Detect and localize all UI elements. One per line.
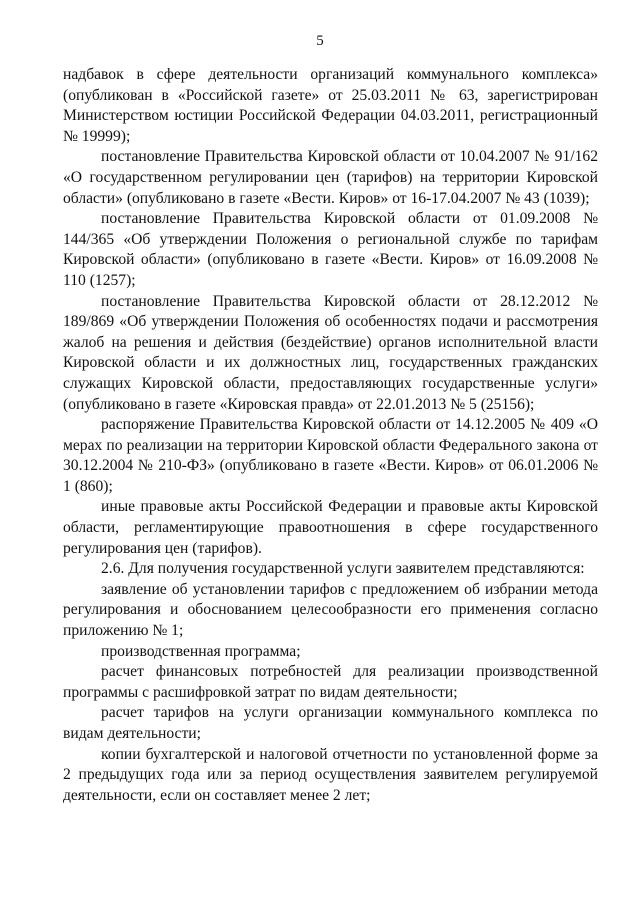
paragraph-document-item: копии бухгалтерской и налоговой отчетности по установленной форме за 2 предыдущих года или за период осуществления заявителем регулируемой деятельности, если он составляет менее 2 лет;: [63, 745, 598, 804]
paragraph-document-item: расчет финансовых потребностей для реализации производственной программы с расшифровкой затрат по видам деятельности;: [63, 663, 598, 701]
paragraph-document-item: заявление об установлении тарифов с предложением об избрании метода регулирования и обоснованием целесообразности его применения согласно приложению № 1;: [63, 580, 598, 640]
paragraph-legal-act: постановление Правительства Кировской области от 10.04.2007 № 91/162 «О государственном регулировании цен (тарифов) на территории Кировской области» (опубликовано в газете «Вести. Киров» от 16-17.04.2007 № 43 (1039);: [63, 148, 598, 207]
paragraph-legal-act: постановление Правительства Кировской области от 28.12.2012 № 189/869 «Об утверждении Положения об особенностях подачи и рассмотрения жалоб на решения и действия (бездействие) органов исполнительной власти Кировской области и их должностных лиц, государственных гражданских служащих Кировской области, предоставляющих государственные услуги» (опубликовано в газете «Кировская правда» от 22.01.2013 № 5 (25156);: [63, 292, 598, 413]
page-number: 5: [316, 33, 324, 49]
document-body: [63, 65, 598, 806]
paragraph-document-item: расчет тарифов на услуги организации коммунального комплекса по видам деятельности;: [63, 704, 598, 742]
paragraph-legal-act: постановление Правительства Кировской области от 01.09.2008 № 144/365 «Об утверждении Положения о региональной службе по тарифам Кировской области» (опубликовано в газете «Вести. Киров» от 16.09.2008 № 110 (1257);: [63, 210, 598, 289]
paragraph-document-item: производственная программа;: [101, 642, 301, 660]
paragraph-continuation: надбавок в сфере деятельности организаций коммунального комплекса» (опубликован в «Российской газете» от 25.03.2011 № 63, зарегистрирован Министерством юстиции Российской Федерации 04.03.2011, регистрационный № 19999);: [63, 66, 598, 145]
paragraph-legal-act: иные правовые акты Российской Федерации и правовые акты Кировской области, регламентирующие правоотношения в сфере государственного регулирования цен (тарифов).: [63, 498, 598, 557]
paragraph-legal-act: распоряжение Правительства Кировской области от 14.12.2005 № 409 «О мерах по реализации на территории Кировской области Федерального закона от 30.12.2004 № 210-ФЗ» (опубликовано в газете «Вести. Киров» от 06.01.2006 № 1 (860);: [63, 416, 598, 495]
section-heading-2-6: 2.6. Для получения государственной услуги заявителем представляются:: [101, 560, 585, 578]
